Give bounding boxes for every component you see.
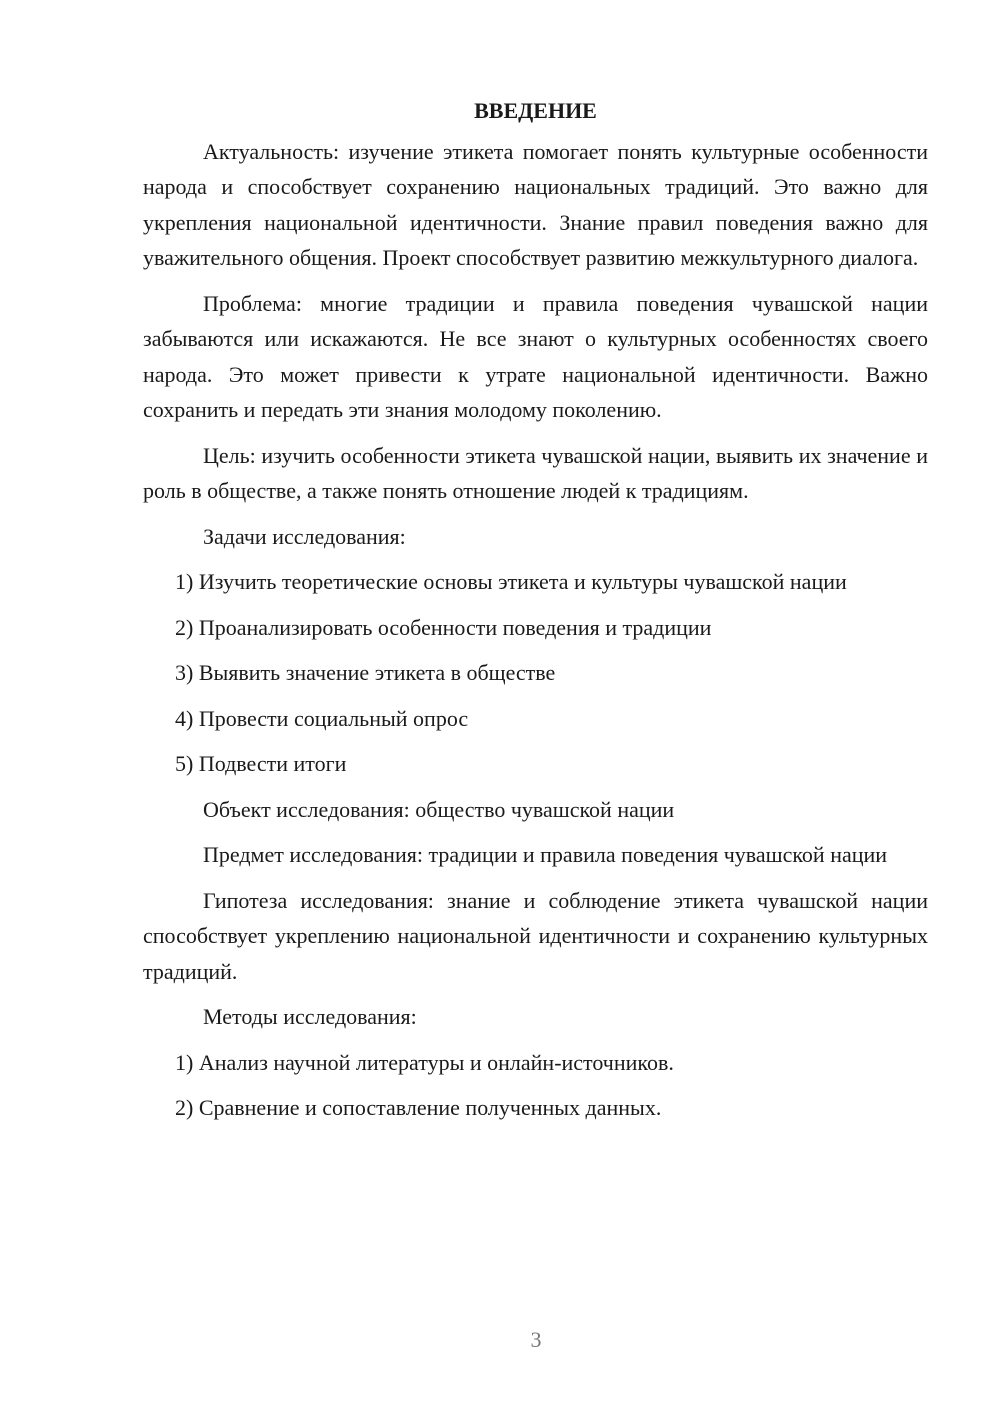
subject-paragraph: Предмет исследования: традиции и правила поведения чувашской нации bbox=[203, 842, 888, 867]
methods-heading: Методы исследования: bbox=[203, 1004, 417, 1029]
task-item: 5) Подвести итоги bbox=[175, 751, 347, 776]
object-paragraph: Объект исследования: общество чувашской нации bbox=[203, 796, 675, 822]
problem-paragraph: Проблема: многие традиции и правила поведения чувашской нации забываются или искажаются. Не все знают о культурных особенностях своего народа. Это может привести к утрате национальной идентичности. Важно сохранить и передать эти знания молодому поколению. bbox=[143, 290, 928, 422]
page-number: 3 bbox=[530, 1327, 542, 1352]
method-item: 2) Сравнение и сопоставление полученных данных. bbox=[175, 1095, 662, 1120]
task-item: 3) Выявить значение этикета в обществе bbox=[175, 660, 556, 685]
tasks-heading: Задачи исследования: bbox=[203, 523, 406, 549]
document-page bbox=[143, 93, 928, 1136]
hypothesis-paragraph: Гипотеза исследования: знание и соблюдение этикета чувашской нации способствует укреплению национальной идентичности и сохранению культурных традиций. bbox=[143, 887, 928, 984]
task-item: 1) Изучить теоретические основы этикета и культуры чувашской нации bbox=[175, 569, 847, 594]
method-item: 1) Анализ научной литературы и онлайн-источников. bbox=[175, 1049, 674, 1075]
task-item: 2) Проанализировать особенности поведения и традиции bbox=[175, 614, 712, 640]
goal-paragraph: Цель: изучить особенности этикета чувашской нации, выявить их значение и роль в обществе, а также понять отношение людей к традициям. bbox=[143, 442, 928, 503]
relevance-paragraph: Актуальность: изучение этикета помогает понять культурные особенности народа и способствует сохранению национальных традиций. Это важно для укрепления национальной идентичности. Знание правил поведения важно для уважительного общения. Проект способствует развитию межкультурного диалога. bbox=[143, 138, 928, 270]
task-item: 4) Провести социальный опрос bbox=[175, 705, 469, 731]
document-heading: ВВЕДЕНИЕ bbox=[474, 98, 597, 123]
